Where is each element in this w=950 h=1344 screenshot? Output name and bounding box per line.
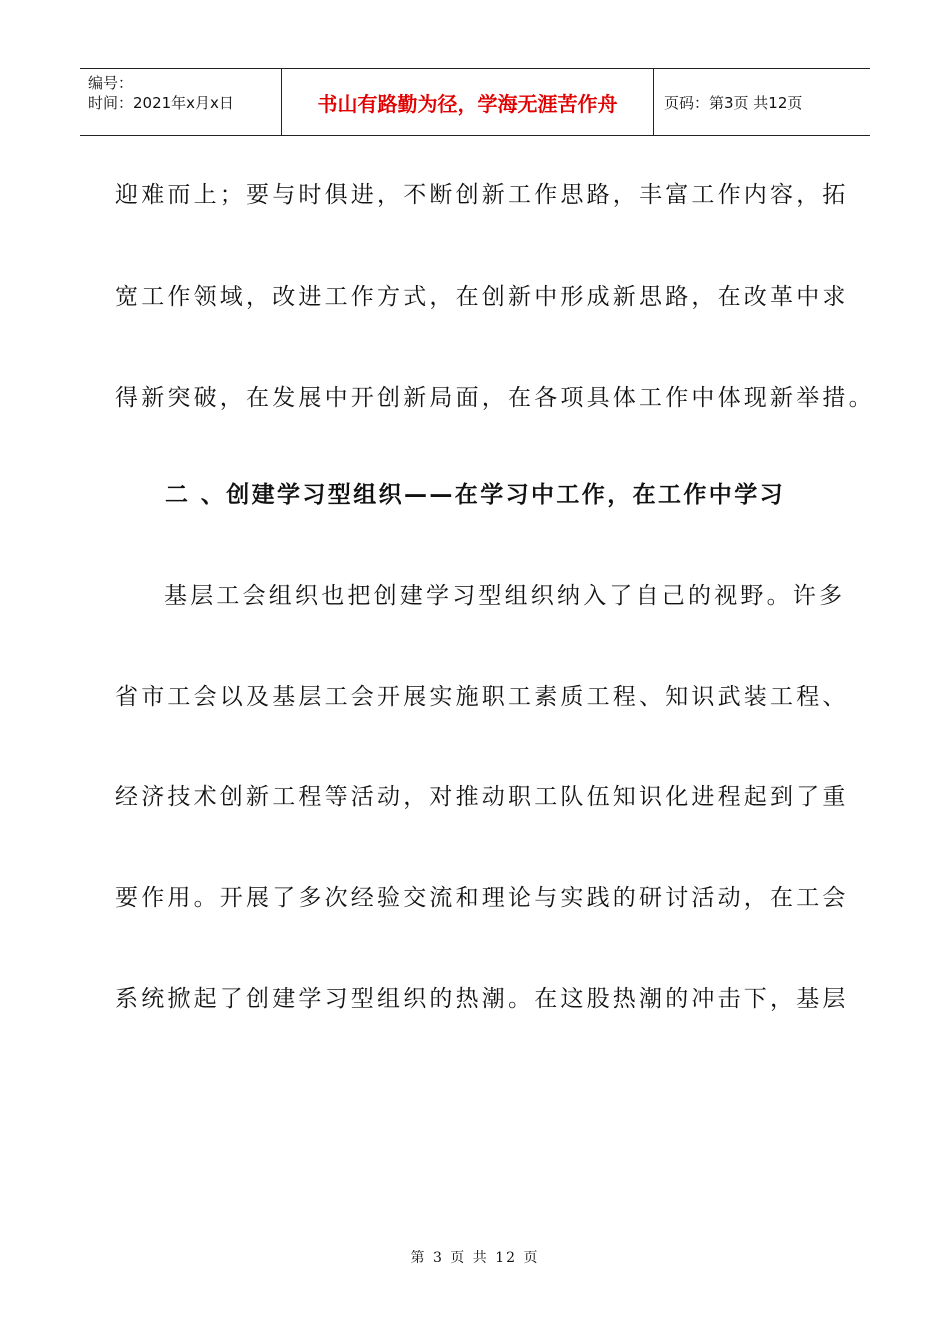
paragraph-line: 省市工会以及基层工会开展实施职工素质工程、知识武装工程、 [115,684,849,710]
header-meta [80,69,282,135]
document-time-label: 时间：2021年x月x日 [88,94,234,112]
paragraph-line: 经济技术创新工程等活动，对推动职工队伍知识化进程起到了重 [115,784,849,810]
document-number-label: 编号： [88,74,134,92]
paragraph-line: 迎难而上；要与时俱进，不断创新工作思路，丰富工作内容，拓 [115,182,849,208]
paragraph-line: 得新突破，在发展中开创新局面，在各项具体工作中体现新举措。 [115,385,875,411]
section-heading: 二 、创建学习型组织——在学习中工作，在工作中学习 [165,482,786,508]
paragraph-line: 要作用。开展了多次经验交流和理论与实践的研讨活动，在工会 [115,885,849,911]
paragraph-line: 宽工作领域，改进工作方式，在创新中形成新思路，在改革中求 [115,284,849,310]
page-header [80,68,870,136]
paragraph-line: 系统掀起了创建学习型组织的热潮。在这股热潮的冲击下，基层 [115,986,849,1012]
header-page-info: 页码：第3页 共12页 [664,93,803,112]
paragraph-line: 基层工会组织也把创建学习型组织纳入了自己的视野。许多 [164,583,846,609]
page-footer: 第 3 页 共 12 页 [410,1250,540,1266]
header-motto: 书山有路勤为径，学海无涯苦作舟 [282,69,654,135]
